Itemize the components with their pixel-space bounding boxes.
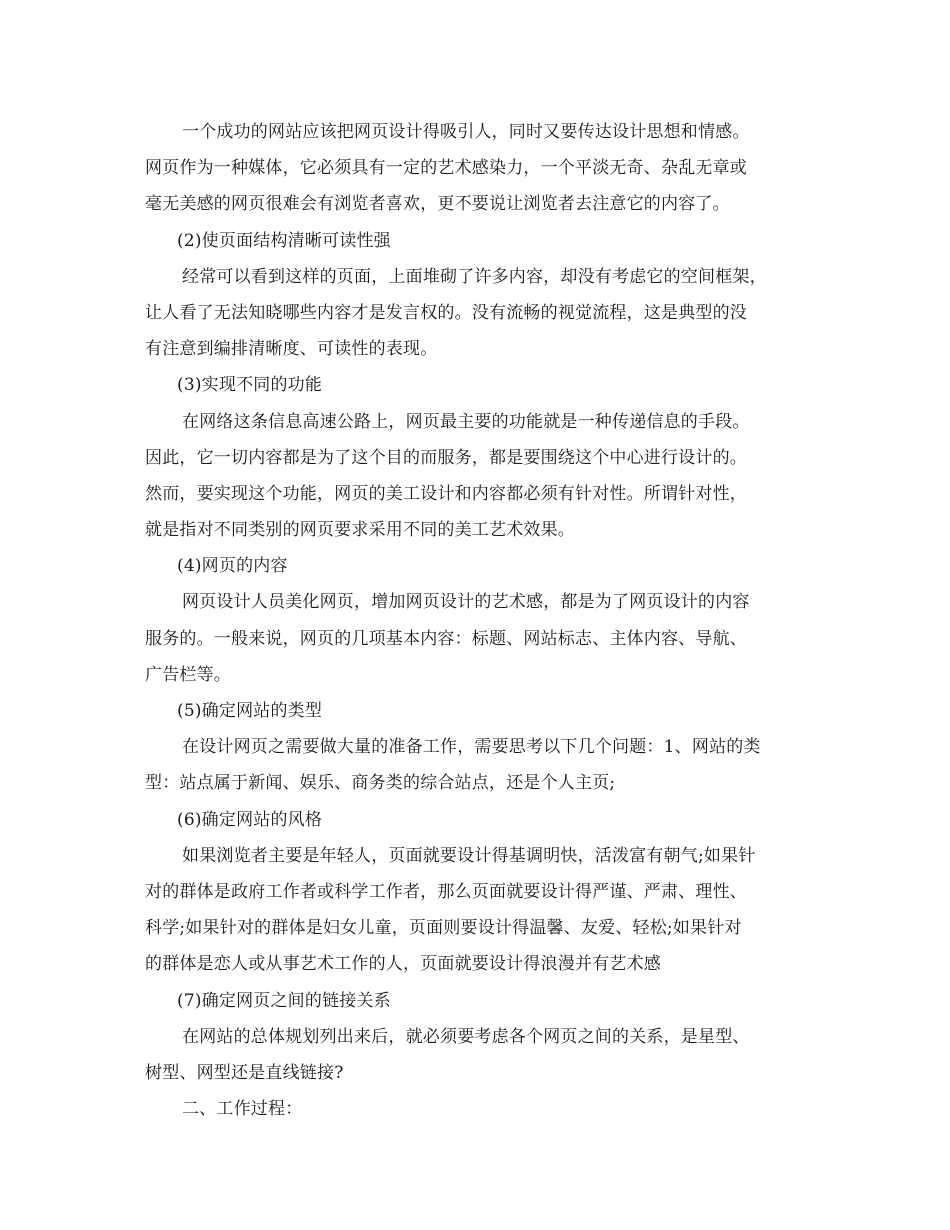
paragraph-line: 毫无美感的网页很难会有浏览者喜欢，更不要说让浏览者去注意它的内容了。 xyxy=(145,194,730,215)
paragraph-line: 在设计网页之需要做大量的准备工作，需要思考以下几个问题：1、网站的类 xyxy=(182,737,761,758)
section-heading: (2)使页面结构清晰可读性强 xyxy=(177,230,391,251)
section-heading: (4)网页的内容 xyxy=(177,556,288,577)
paragraph-line: 科学;如果针对的群体是妇女儿童，页面则要设计得温馨、友爱、轻松;如果针对 xyxy=(145,918,742,939)
paragraph-line: 因此，它一切内容都是为了这个目的而服务，都是要围绕这个中心进行设计的。 xyxy=(145,447,747,468)
document-body xyxy=(145,114,809,1127)
paragraph-line: 经常可以看到这样的页面，上面堆砌了许多内容，却没有考虑它的空间框架， xyxy=(182,266,767,287)
paragraph-line: 网页设计人员美化网页，增加网页设计的艺术感，都是为了网页设计的内容 xyxy=(182,592,750,613)
paragraph-line: 就是指对不同类别的网页要求采用不同的美工艺术效果。 xyxy=(145,520,575,541)
paragraph-line: 在网络这条信息高速公路上，网页最主要的功能就是一种传递信息的手段。 xyxy=(182,411,750,432)
paragraph-line: 一个成功的网站应该把网页设计得吸引人，同时又要传达设计思想和情感。 xyxy=(182,122,750,142)
paragraph-line: 让人看了无法知晓哪些内容才是发言权的。没有流畅的视觉流程，这是典型的没 xyxy=(145,302,747,323)
paragraph-line: 如果浏览者主要是年轻人，页面就要设计得基调明快，活泼富有朝气;如果针 xyxy=(182,845,756,866)
paragraph-line: 型：站点属于新闻、娱乐、商务类的综合站点，还是个人主页; xyxy=(145,773,616,794)
paragraph-line: 的群体是恋人或从事艺术工作的人，页面就要设计得浪漫并有艺术感 xyxy=(145,954,661,975)
section-heading: (3)实现不同的功能 xyxy=(177,375,323,396)
section-heading: (7)确定网页之间的链接关系 xyxy=(177,990,391,1011)
paragraph-line: 网页作为一种媒体，它必须具有一定的艺术感染力，一个平淡无奇、杂乱无章或 xyxy=(145,158,747,179)
paragraph-line: 树型、网型还是直线链接? xyxy=(145,1062,344,1083)
paragraph-line: 在网站的总体规划列出来后，就必须要考虑各个网页之间的关系，是星型、 xyxy=(182,1026,750,1047)
paragraph-line: 对的群体是政府工作者或科学工作者，那么页面就要设计得严谨、严肃、理性、 xyxy=(145,881,747,902)
section-heading: (6)确定网站的风格 xyxy=(177,809,323,830)
section-heading: (5)确定网站的类型 xyxy=(177,701,323,721)
paragraph-line: 二、工作过程： xyxy=(182,1099,303,1120)
paragraph-line: 广告栏等。 xyxy=(145,664,231,685)
paragraph-line: 然而，要实现这个功能，网页的美工设计和内容都必须有针对性。所谓针对性， xyxy=(145,483,747,504)
paragraph-line: 有注意到编排清晰度、可读性的表现。 xyxy=(145,339,438,360)
paragraph-line: 服务的。一般来说，网页的几项基本内容：标题、网站标志、主体内容、导航、 xyxy=(145,628,747,649)
